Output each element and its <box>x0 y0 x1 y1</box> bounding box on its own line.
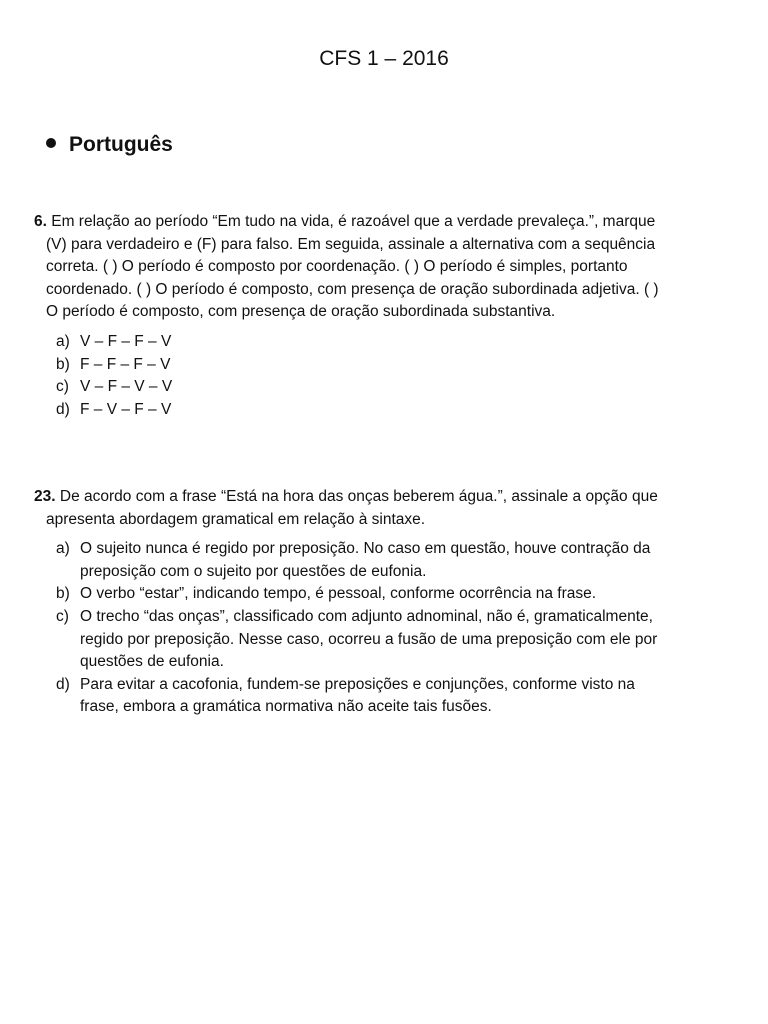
option-text: O verbo “estar”, indicando tempo, é pessoal, conforme ocorrência na frase. <box>80 585 597 603</box>
document-title: CFS 1 – 2016 <box>319 47 449 70</box>
answer-option-b <box>34 354 664 377</box>
answer-options <box>34 331 664 421</box>
question-text: De acordo com a frase “Está na hora das onças beberem água.”, assinale a opção que apresenta abordagem gramatical em relação à sintaxe. <box>46 488 658 528</box>
answer-option-b <box>34 583 664 606</box>
bullet-icon <box>46 138 56 148</box>
question-text: Em relação ao período “Em tudo na vida, é razoável que a verdade prevaleça.”, marque (V) para verdadeiro e (F) para falso. Em seguida, assinale a alternativa com a sequência correta. ( ) O período é composto por coordenação. ( ) O período é simples, portanto coordenado. ( ) O período é composto, com presença de oração subordinada adjetiva. ( ) O período é composto, com presença de oração subordinada substantiva. <box>46 213 659 321</box>
option-letter: a) <box>56 540 70 558</box>
option-text: F – F – F – V <box>80 355 171 373</box>
option-letter: a) <box>56 332 70 350</box>
option-letter: d) <box>56 400 70 418</box>
option-text: V – F – F – V <box>80 332 172 350</box>
answer-option-a <box>34 331 664 354</box>
option-text: F – V – F – V <box>80 400 172 418</box>
answer-option-c <box>34 606 664 674</box>
answer-option-d <box>34 399 664 422</box>
answer-options <box>34 538 664 719</box>
option-letter: b) <box>56 355 70 373</box>
question-23 <box>34 486 664 719</box>
answer-option-c <box>34 376 664 399</box>
answer-option-d <box>34 674 664 719</box>
option-letter: b) <box>56 585 70 603</box>
option-text: O sujeito nunca é regido por preposição. No caso em questão, houve contração da preposição com o sujeito por questões de eufonia. <box>80 540 651 580</box>
question-6 <box>34 211 664 421</box>
question-stem <box>34 486 664 531</box>
option-text: O trecho “das onças”, classificado com adjunto adnominal, não é, gramaticalmente, regido por preposição. Nesse caso, ocorreu a fusão de uma preposição com ele por questões de eufonia. <box>80 607 658 671</box>
question-stem <box>34 211 664 324</box>
section-heading <box>46 130 173 160</box>
question-number: 23. <box>34 488 56 505</box>
option-text: Para evitar a cacofonia, fundem-se preposições e conjunções, conforme visto na frase, embora a gramática normativa não aceite tais fusões. <box>80 675 635 716</box>
option-letter: d) <box>56 675 70 693</box>
option-letter: c) <box>56 607 69 625</box>
section-title: Português <box>69 133 173 156</box>
option-text: V – F – V – V <box>80 378 173 396</box>
question-number: 6. <box>34 213 47 230</box>
answer-option-a <box>34 538 664 583</box>
option-letter: c) <box>56 378 69 396</box>
